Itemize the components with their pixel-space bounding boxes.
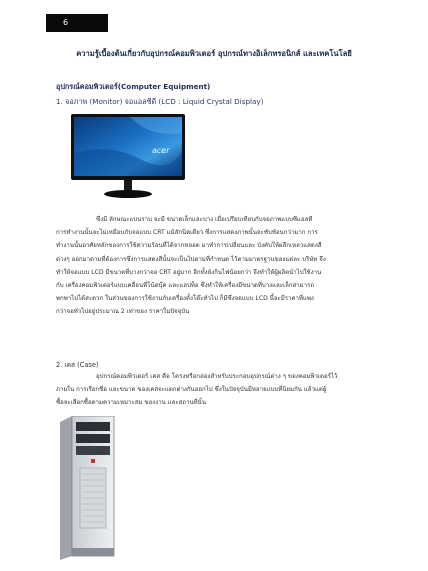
monitor-heading: 1. จอภาพ (Monitor) จอแอลซีดี (LCD : Liquid Crystal Display) <box>56 97 264 106</box>
paragraph-line: กับ เครื่องคอมพิวเตอร์แบบเคลื่อนที่โน้ตบุ๊ค และแลปท็อ ซึ่งทำให้เครื่องมีขนาดที่บางและเล็กสามารถ <box>56 282 315 290</box>
paragraph-line: การทำงานนั้นจะไม่เหมือนกับจอแบบ CRT แม้สักนิดเดียว ซึ่งการแสดงภาพนั้นจะซับซ้อนกว่ามาก การ <box>56 229 318 237</box>
case-heading: 2. เคส (Case) <box>56 361 99 369</box>
paragraph-line: อุปกรณ์คอมพิวเตอร์ เคส คือ โครงหรือกล่องสำหรับประกอบอุปกรณ์ต่าง ๆ ของคอมพิวเตอร์ไว้ <box>96 373 338 380</box>
page-number: 6 <box>63 18 69 27</box>
paragraph-line: กว่าจอทั่วไปอยู่ประมาณ 2 เท่าของ ราคาในปัจจุบัน <box>56 308 190 316</box>
page-title: ความรู้เบื้องต้นเกี่ยวกับอุปกรณ์คอมพิวเตอร์ อุปกรณ์ทางอิเล็กทรอนิกส์ และเทคโนโลยี <box>76 49 352 58</box>
paragraph-line: พกพาไปได้สะดวก ในส่วนของการใช้งานกับเครื่องตั้งโต๊ะทั่วไป ก็มีซึ่งจอแบบ LCD นี้จะมีราคาที่แพง <box>56 295 314 303</box>
monitor-brand-text: acer <box>152 146 170 155</box>
paragraph-line: ภายใน การเรียกชื่อ และขนาด ของเคสจะแตกต่างกันออกไป ซึ่งในปัจจุบันมีหลายแบบที่นิยมกัน แล้วแต่ผู้ <box>56 386 327 394</box>
paragraph-line: ทำงานนั้นอาศัยหลักของการใช้ความร้อนที่ได้จากหลอด มาทำการเปลี่ยนและ บังคับให้ผลึกเหลวแสดงสี <box>56 242 322 250</box>
paragraph-line: ซึ่งมี ลักษณะแบนราบ จะมี ขนาดเล็กและบาง เมื่อเปรียบเทียบกับจอภาพแบบซีแอลที <box>96 216 313 223</box>
paragraph-line: ซื้อจะเลือกซื้อตามความเหมาะสม ของงาน และสถานที่นั้น <box>56 399 206 407</box>
computer-case-image <box>58 416 116 560</box>
lcd-monitor-image <box>70 113 186 199</box>
case-description <box>56 370 378 410</box>
paragraph-line: ทำให้จอแบบ LCD มีขนาดที่บางกว่าจอ CRT อยู่มาก อีกทั้งยังกินไฟน้อยกว่า จึงทำให้ผู้ผลิตนำไปใช้งาน <box>56 268 322 276</box>
section-heading: อุปกรณ์คอมพิวเตอร์(Computer Equipment) <box>56 82 211 91</box>
page-number-tab <box>46 14 108 32</box>
paragraph-line: ต่างๆ ออกมาตามที่ต้องการซึ่งการแสดงสีนั้นจะเป็นไปตามที่กำหนด ไว้ตามมาตรฐานของแต่ละ บริษัท จึง <box>56 255 326 263</box>
monitor-description <box>56 213 378 319</box>
